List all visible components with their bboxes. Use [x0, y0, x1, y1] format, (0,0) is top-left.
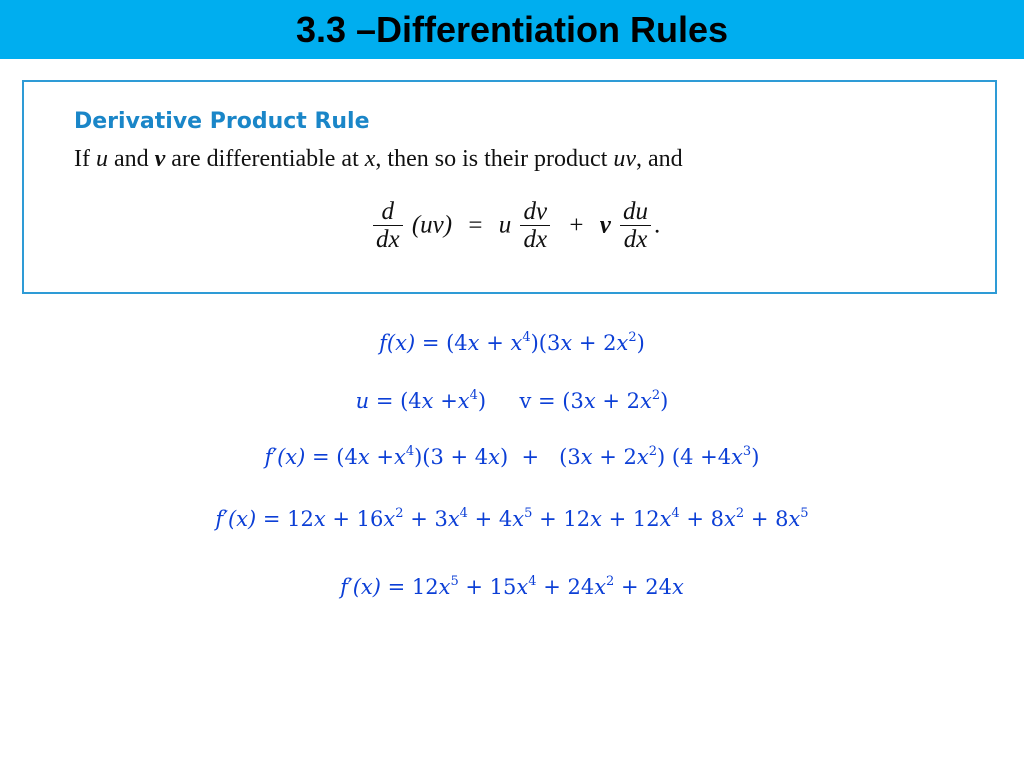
fraction-dv-dx — [520, 198, 550, 253]
rule-statement — [74, 146, 683, 173]
math-part: = (4 — [369, 389, 422, 413]
math-part: ) — [636, 331, 645, 355]
equation-expanded — [0, 506, 1024, 531]
math-part: f′(x) — [340, 575, 381, 599]
math-part: x — [383, 507, 396, 531]
math-part: + 2 — [572, 331, 617, 355]
math-part: x — [357, 445, 370, 469]
math-part: f′(x) — [215, 507, 257, 531]
frac-numerator: du — [620, 198, 651, 226]
math-part: = (4 — [415, 331, 468, 355]
math-part: )(3 + 4 — [414, 445, 489, 469]
math-exponent: 4 — [405, 444, 415, 459]
math-part: + 2 — [592, 445, 637, 469]
math-part: + 3 — [403, 507, 448, 531]
math-part: u — [355, 389, 370, 413]
equation-simplified — [0, 574, 1024, 599]
statement-text: , then so is their product — [375, 146, 614, 172]
math-part: = 12 — [256, 507, 314, 531]
statement-text: are differentiable at — [165, 146, 365, 172]
math-exponent: 5 — [450, 574, 459, 589]
fraction-du-dx — [620, 198, 651, 253]
math-part: x — [488, 445, 501, 469]
equation-u-v — [0, 388, 1024, 413]
math-part: ) (4 +4 — [657, 445, 732, 469]
statement-var: uv — [613, 146, 637, 172]
math-part: x — [636, 445, 649, 469]
math-exponent: 2 — [735, 506, 745, 521]
math-exponent: 2 — [606, 574, 615, 589]
math-part: + 16 — [325, 507, 384, 531]
math-part: x — [580, 445, 593, 469]
equation-function — [0, 330, 1024, 355]
formula-period: . — [654, 211, 661, 239]
formula-equals: = — [468, 211, 483, 239]
math-part: x — [510, 331, 523, 355]
fraction-d-dx — [373, 198, 403, 253]
math-part: + 8 — [744, 507, 789, 531]
title-bar — [0, 0, 1024, 59]
math-part: + — [369, 445, 394, 469]
math-part: x — [659, 507, 672, 531]
math-part: x — [640, 389, 652, 413]
statement-var: u — [95, 146, 108, 172]
math-part: + 8 — [679, 507, 725, 531]
math-part: x — [393, 445, 406, 469]
math-part: = (4 — [305, 445, 358, 469]
math-part: + 24 — [614, 575, 672, 599]
math-exponent: 2 — [651, 388, 661, 403]
math-part: + — [479, 331, 511, 355]
math-part: x — [512, 507, 525, 531]
math-part: x — [447, 507, 460, 531]
math-part: ) v = (3 — [477, 389, 584, 413]
math-part: + 12 — [532, 507, 591, 531]
math-part: x — [457, 389, 470, 413]
frac-denominator: dx — [376, 226, 400, 253]
math-part: = 12 — [380, 575, 439, 599]
math-part: x — [616, 331, 629, 355]
statement-var: v — [154, 146, 166, 172]
math-part: + 4 — [467, 507, 513, 531]
math-part: x — [583, 389, 596, 413]
math-exponent: 5 — [800, 506, 809, 521]
statement-text: and — [107, 146, 155, 172]
page-title: 3.3 –Differentiation Rules — [295, 9, 729, 50]
math-part: + — [433, 389, 458, 413]
formula-var: v — [599, 211, 611, 239]
rule-box — [22, 80, 997, 294]
frac-denominator: dx — [623, 226, 648, 253]
math-exponent: 2 — [628, 330, 637, 345]
math-part: x — [467, 331, 480, 355]
frac-denominator: dx — [523, 226, 548, 253]
rule-heading: Derivative Product Rule — [74, 109, 370, 134]
math-part: + 2 — [595, 389, 641, 413]
math-exponent: 2 — [395, 506, 404, 521]
math-exponent: 4 — [459, 506, 468, 521]
equation-derivative-product — [0, 444, 1024, 469]
math-part: x — [788, 507, 801, 531]
math-part: x — [594, 575, 607, 599]
math-part: f(x) — [379, 331, 416, 355]
math-part: x — [672, 575, 684, 599]
math-part: f′(x) — [264, 445, 306, 469]
math-part: + 15 — [458, 575, 517, 599]
math-exponent: 5 — [524, 506, 533, 521]
math-part: x — [313, 507, 326, 531]
math-part: + 12 — [601, 507, 660, 531]
math-part: x — [724, 507, 736, 531]
math-exponent: 2 — [648, 444, 658, 459]
math-part: ) — [751, 445, 760, 469]
math-part: x — [438, 575, 451, 599]
frac-numerator: dv — [520, 198, 550, 226]
math-exponent: 4 — [469, 388, 478, 403]
formula-plus: + — [569, 211, 584, 239]
statement-var: x — [364, 146, 376, 172]
math-part: )(3 — [530, 331, 561, 355]
frac-numerator: d — [373, 198, 403, 226]
math-part: x — [731, 445, 743, 469]
math-part: x — [421, 389, 434, 413]
math-exponent: 4 — [671, 506, 680, 521]
math-part: ) — [660, 389, 669, 413]
math-exponent: 4 — [528, 574, 537, 589]
math-part: ) + (3 — [500, 445, 581, 469]
formula-var: u — [498, 211, 512, 239]
product-rule-formula — [370, 198, 660, 253]
math-part: x — [560, 331, 573, 355]
math-exponent: 3 — [742, 444, 752, 459]
statement-text: If — [74, 146, 96, 172]
math-part: + 24 — [536, 575, 595, 599]
math-part: x — [590, 507, 602, 531]
statement-text: , and — [636, 146, 683, 172]
math-exponent: 4 — [522, 330, 531, 345]
formula-term: (uv) — [411, 211, 453, 239]
math-part: x — [516, 575, 529, 599]
